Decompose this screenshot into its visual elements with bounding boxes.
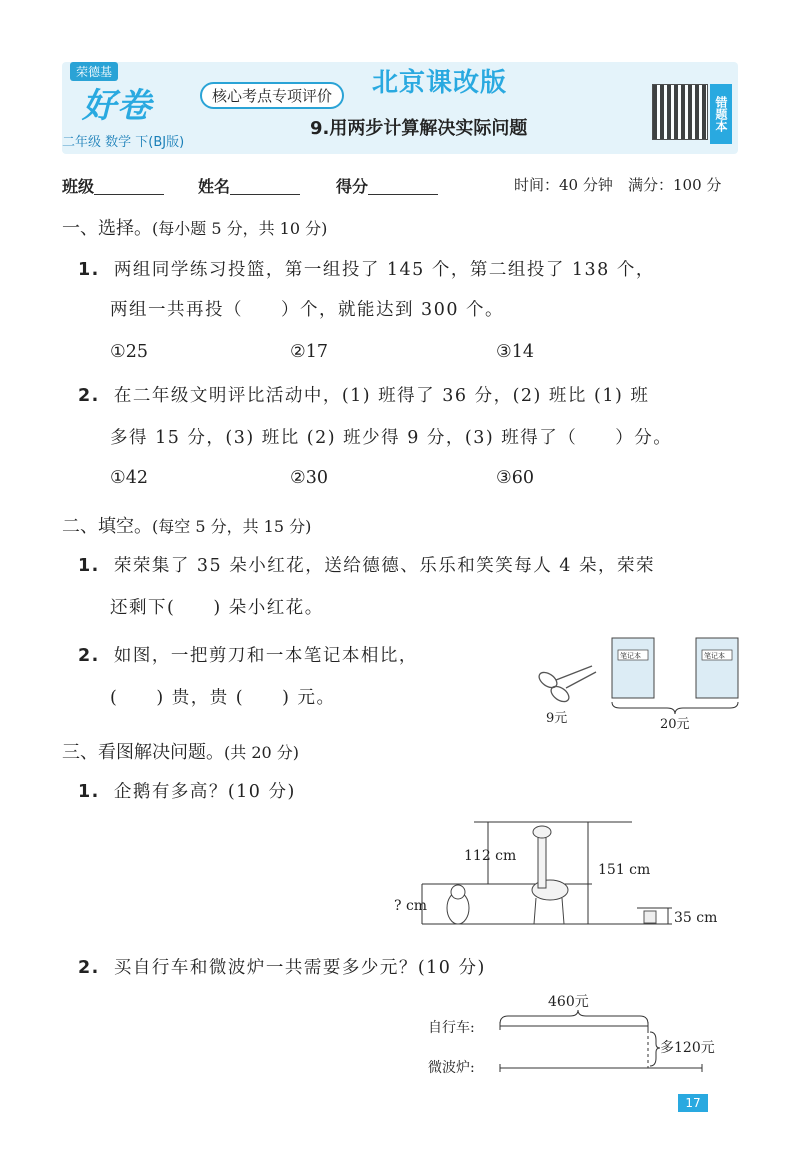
brace [500,1010,648,1024]
s1-q1-line2: 两组一共再投（ ）个，就能达到 300 个。 [110,300,505,320]
name-field[interactable]: 姓名 [198,174,300,197]
qr-code-icon[interactable] [652,84,708,140]
difference-brace [650,1032,660,1066]
s2-q2: 2. 如图，一把剪刀和一本笔记本相比， [78,646,418,666]
label-35: 35 cm [674,910,718,926]
s3-q1: 1. 企鹅有多高？(10 分) [78,782,296,802]
s1-q2: 2. 在二年级文明评比活动中，(1) 班得了 36 分，(2) 班比 (1) 班 [78,386,650,406]
section-3-heading: 三、看图解决问题。(共 20 分) [62,742,300,763]
giraffe-icon [532,826,568,924]
side-tag: 错题本 [710,84,732,144]
grade-label: 二年级 数学 下(BJ版) [62,135,185,150]
small-animal-icon [644,911,656,923]
label-unknown: ? cm [394,898,428,914]
height-figure [392,812,732,932]
s2-q2-line2: ( ) 贵，贵 ( ) 元。 [110,688,336,708]
difference-label: 多120元 [660,1040,715,1056]
notebook-label-2: 笔记本 [704,652,725,660]
page-number: 17 [678,1094,708,1112]
class-field[interactable]: 班级 [62,174,164,197]
s3-q2: 2. 买自行车和微波炉一共需要多少元？(10 分) [78,958,486,978]
s1-q2-line2: 多得 15 分，(3) 班比 (2) 班少得 9 分，(3) 班得了（ ）分。 [110,428,673,448]
section-1-heading: 一、选择。(每小题 5 分，共 10 分) [62,218,328,239]
label-151: 151 cm [598,862,651,878]
scissors-price: 9元 [546,711,568,726]
scissors-notebook-figure [520,630,750,735]
label-112: 112 cm [464,848,517,864]
penguin-icon [447,885,469,924]
microwave-label: 微波炉: [428,1060,475,1076]
unit-title: 9.用两步计算解决实际问题 [310,118,528,139]
bike-label: 自行车: [428,1020,475,1036]
section-2-heading: 二、填空。(每空 5 分，共 15 分) [62,516,312,537]
edition-title: 北京课改版 [372,68,508,98]
logo: 好卷 [82,86,152,126]
notebooks-price: 20元 [660,717,690,732]
s1-q1-option-1[interactable]: ①25 [110,342,148,362]
score-field[interactable]: 得分 [336,174,438,197]
s1-q2-option-2[interactable]: ②30 [290,468,328,488]
brand-label: 荣德基 [70,62,118,81]
time-label: 时间：40 分钟 [514,176,613,194]
s1-q2-option-3[interactable]: ③60 [496,468,534,488]
s1-q1-option-2[interactable]: ②17 [290,342,328,362]
full-score-label: 满分：100 分 [628,176,722,194]
price-diagram [420,992,740,1082]
s1-q2-option-1[interactable]: ①42 [110,468,148,488]
notebook-icon [612,638,654,698]
price-label: 460元 [548,994,589,1010]
brace [612,702,738,714]
s1-q1-option-3[interactable]: ③14 [496,342,534,362]
s1-q1: 1. 两组同学练习投篮，第一组投了 145 个，第二组投了 138 个， [78,260,655,280]
notebook-icon [696,638,738,698]
s2-q1-line2: 还剩下( ) 朵小红花。 [110,598,324,618]
scissors-icon [536,666,596,705]
notebook-label-1: 笔记本 [620,652,641,660]
s2-q1: 1. 荣荣集了 35 朵小红花，送给德德、乐乐和笑笑每人 4 朵，荣荣 [78,556,655,576]
topic-pill: 核心考点专项评价 [200,82,344,109]
